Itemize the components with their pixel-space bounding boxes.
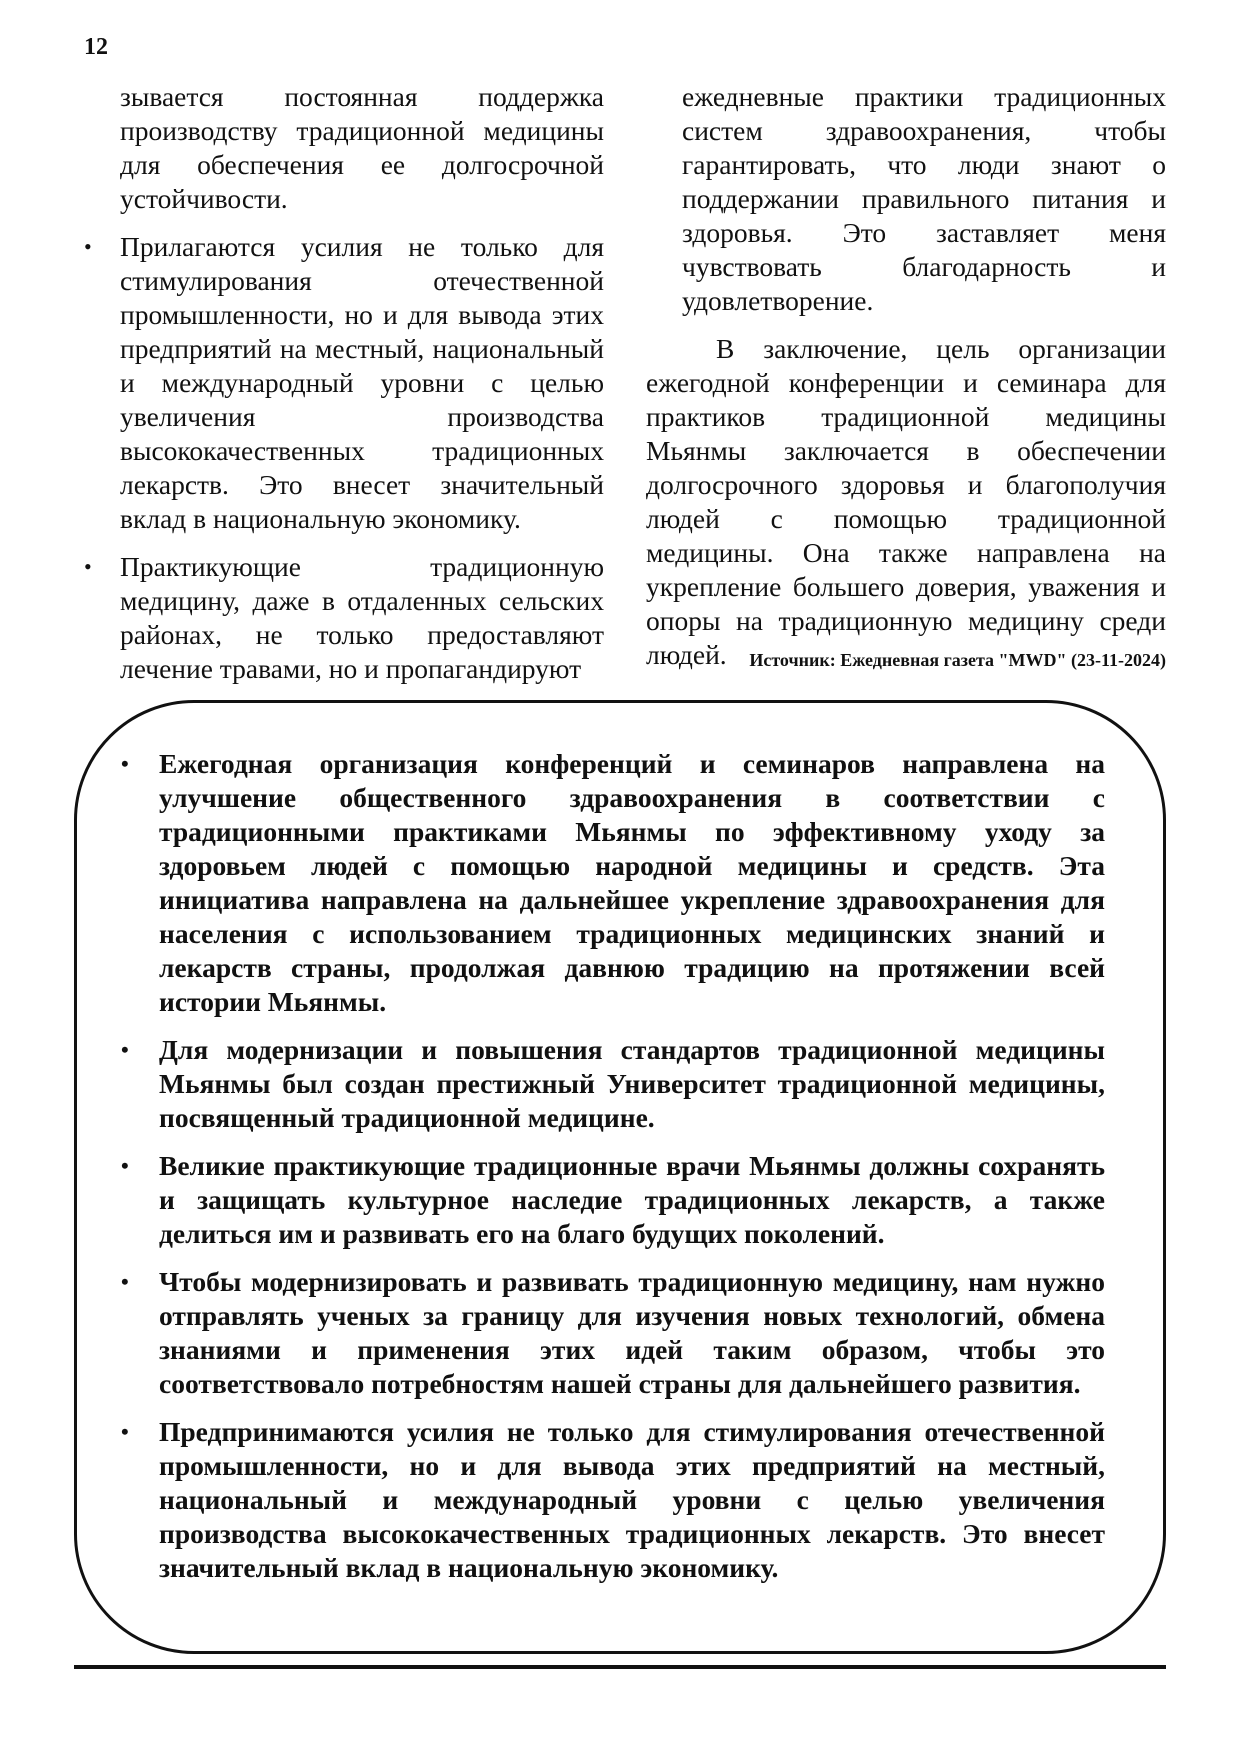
summary-bullet-item-3: [121, 1149, 1105, 1251]
conclusion-paragraph: В заключение, цель организации ежегодной конференции и семинара для практиков традиционной медицины Мьянмы заключается в обеспечении долгосрочного здоровья и благополучия людей с помощью традиционной медицины. Она также направлена на укрепление большего доверия, уважения и опоры на традиционную медицину среди людей.: [646, 333, 1166, 670]
left-column: [84, 80, 604, 700]
bullet-icon: •: [121, 1153, 129, 1178]
source-citation: Источник: Ежедневная газета "MWD" (23-11-2024): [749, 650, 1166, 670]
left-bullet-item-2: [84, 550, 604, 686]
left-bullet-text-1: Прилагаются усилия не только для стимулирования отечественной промышленности, но и для вывода этих предприятий на местный, национальный и международный уровни с целью увеличения производства высококачественных традиционных лекарств. Это внесет значительный вклад в национальную экономику.: [120, 231, 604, 534]
summary-bullet-text-5: Предпринимаются усилия не только для стимулирования отечественной промышленности, но и для вывода этих предприятий на местный, национальный и международный уровни с целью увеличения производства высококачественных традиционных лекарств. Это внесет значительный вклад в национальную экономику.: [159, 1416, 1105, 1583]
bullet-icon: •: [84, 234, 92, 259]
left-bullet-text-2: Практикующие традиционную медицину, даже в отдаленных сельских районах, не только предоставляют лечение травами, но и пропагандируют: [120, 551, 604, 684]
left-bullet-list: [84, 230, 604, 686]
bullet-icon: •: [84, 554, 92, 579]
page-number: 12: [84, 34, 108, 60]
right-continuation-paragraph: ежедневные практики традиционных систем здравоохранения, чтобы гарантировать, что люди знают о поддержании правильного питания и здоровья. Это заставляет меня чувствовать благодарность и удовлетворение.: [682, 81, 1166, 316]
summary-box: [74, 700, 1166, 1654]
bullet-icon: •: [121, 1269, 129, 1294]
summary-bullet-text-2: Для модернизации и повышения стандартов традиционной медицины Мьянмы был создан престижный Университет традиционной медицины, посвященный традиционной медицине.: [159, 1034, 1105, 1133]
bullet-icon: •: [121, 1419, 129, 1444]
summary-bullet-item-1: [121, 747, 1105, 1019]
summary-bullet-text-1: Ежегодная организация конференций и семинаров направлена на улучшение общественного здравоохранения в соответствии с традиционными практиками Мьянмы по эффективному уходу за здоровьем людей с помощью народной медицины и средств. Эта инициатива направлена на дальнейшее укрепление здравоохранения для населения с использованием традиционных медицинских знаний и лекарств страны, продолжая давнюю традицию на протяжении всей истории Мьянмы.: [159, 748, 1105, 1017]
bullet-icon: •: [121, 751, 129, 776]
summary-bullet-item-4: [121, 1265, 1105, 1401]
summary-bullet-text-4: Чтобы модернизировать и развивать традиционную медицину, нам нужно отправлять ученых за границу для изучения новых технологий, обмена знаниями и применения этих идей таким образом, чтобы это соответствовало потребностям нашей страны для дальнейшего развития.: [159, 1266, 1105, 1399]
right-column: [646, 80, 1166, 686]
left-bullet-item-1: [84, 230, 604, 536]
left-continuation-paragraph: зывается постоянная поддержка производству традиционной медицины для обеспечения ее долгосрочной устойчивости.: [120, 81, 604, 214]
summary-bullet-list: [121, 747, 1105, 1599]
bottom-rule: [74, 1665, 1166, 1669]
summary-bullet-text-3: Великие практикующие традиционные врачи Мьянмы должны сохранять и защищать культурное наследие традиционных лекарств, а также делиться им и развивать его на благо будущих поколений.: [159, 1150, 1105, 1249]
summary-bullet-item-2: [121, 1033, 1105, 1135]
summary-bullet-item-5: [121, 1415, 1105, 1585]
bullet-icon: •: [121, 1037, 129, 1062]
